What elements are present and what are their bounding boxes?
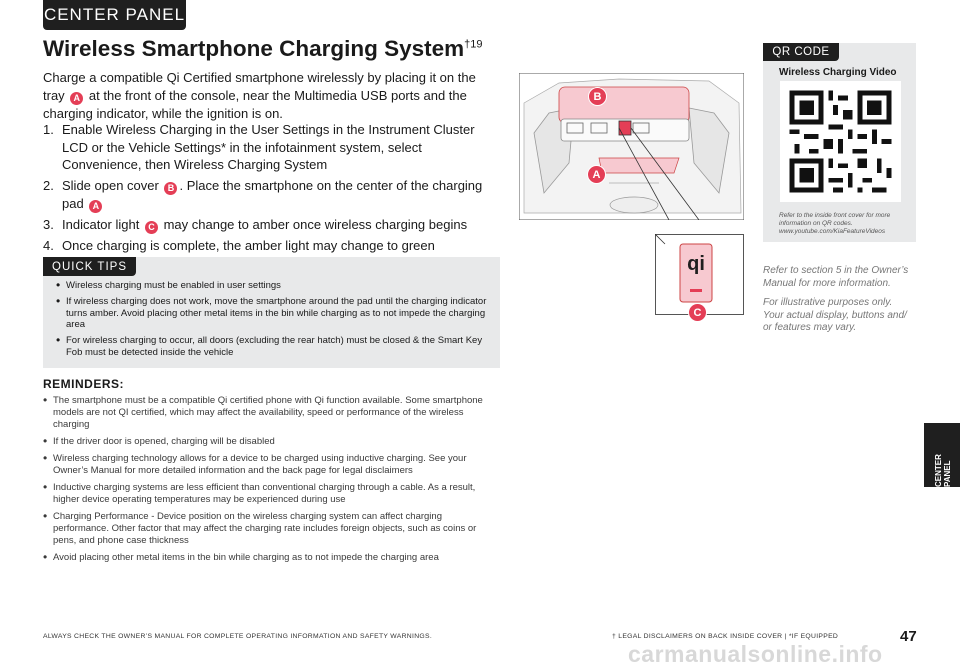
bullet-icon: • [43, 451, 48, 465]
step-number: 4. [43, 238, 54, 254]
reminder-text: If the driver door is opened, charging will be disabled [53, 436, 275, 447]
image-callout-c: C [688, 303, 707, 322]
callout-badge-c: C [145, 221, 158, 234]
side-tab-label: CENTER PANEL [934, 454, 952, 487]
step-text [62, 177, 493, 214]
qr-title: Wireless Charging Video [779, 67, 897, 78]
intro-paragraph [43, 69, 483, 122]
image-callout-a: A [587, 165, 606, 184]
reminder-item [43, 511, 498, 547]
callout-badge-b: B [164, 182, 177, 195]
watermark: carmanualsonline.info [628, 641, 883, 667]
page-title [43, 36, 483, 62]
step-item [43, 237, 493, 255]
svg-text:qi: qi [687, 253, 705, 275]
side-section-tab[interactable] [924, 423, 960, 487]
step-text: Once charging is complete, the amber light may change to green [62, 238, 435, 254]
reminder-text: Avoid placing other metal items in the bin while charging as to not impede the charging area [53, 552, 439, 563]
reminder-item [43, 552, 498, 564]
title-superscript: †19 [464, 38, 483, 51]
bullet-icon: • [43, 550, 48, 564]
step-number: 1. [43, 122, 54, 137]
step-text-part: may change to amber once wireless charging begins [163, 217, 468, 232]
quick-tips-label: QUICK TIPS [43, 257, 136, 276]
step-item [43, 216, 493, 234]
reminders-list [43, 395, 498, 569]
tip-item [56, 293, 493, 331]
image-callout-b: B [588, 87, 607, 106]
footer-disclaimer: † LEGAL DISCLAIMERS ON BACK INSIDE COVER | *IF EQUIPPED [612, 633, 839, 640]
step-item [43, 121, 493, 174]
owners-manual-note: Refer to section 5 in the Owner’s Manual for more information. [763, 265, 909, 289]
step-text: Enable Wireless Charging in the User Settings in the Instrument Cluster LCD or the Vehicle Settings* in the infotainment system, select Convenience, then Wireless Charging System [62, 122, 475, 172]
step-text-part: Slide open cover [62, 177, 159, 193]
reminders-title: REMINDERS: [43, 377, 125, 391]
step-text-part: . Place the smartphone on the center of the charging pad [62, 177, 483, 211]
callout-badge-a: A [89, 200, 102, 213]
section-tab-header: CENTER PANEL [43, 0, 186, 30]
intro-text-2: at the front of the console, near the Multimedia USB ports and the charging indicator, while the ignition is on. [43, 87, 467, 121]
bullet-icon: • [56, 293, 61, 308]
bullet-icon: • [43, 480, 48, 494]
reminder-text: Charging Performance - Device position on the wireless charging system can affect charging performance. Other factor that may affect the charging rate includes foreign objects, such as coins or pens, and phone case thickness [53, 511, 477, 546]
callout-badge-a: A [70, 92, 83, 105]
reminder-item [43, 482, 498, 506]
tip-item [56, 280, 493, 292]
bullet-icon: • [56, 333, 61, 348]
step-text-part: Indicator light [62, 217, 140, 232]
step-text [62, 216, 467, 234]
illustrative-note: For illustrative purposes only. Your actual display, buttons and/ or features may vary. [763, 297, 907, 333]
steps-list [43, 121, 493, 258]
reminder-text: The smartphone must be a compatible Qi certified phone with Qi function available. Some smartphone models are not QI certified, which may affect the availability, speed or performance of the wireless charging [53, 395, 483, 430]
reminder-item [43, 395, 498, 431]
tip-item [56, 335, 493, 359]
step-item [43, 177, 493, 214]
footer-warning: ALWAYS CHECK THE OWNER’S MANUAL FOR COMPLETE OPERATING INFORMATION AND SAFETY WARNINGS. [43, 633, 433, 640]
step-number: 3. [43, 217, 54, 232]
page-number: 47 [900, 628, 917, 645]
tip-text: Wireless charging must be enabled in user settings [66, 280, 281, 291]
qr-note: Refer to the inside front cover for more information on QR codes. www.youtube.com/KiaFeatureVideos [779, 212, 891, 235]
intro-text-1: Charge a compatible Qi Certified smartphone wirelessly by placing it on the tray [43, 70, 476, 103]
tip-text: If wireless charging does not work, move the smartphone around the pad until the charging indicator turns amber. Avoid placing other metal items in the bin while charging as to not impede the charging area [66, 295, 487, 331]
quick-tips-list [56, 280, 493, 363]
title-text: Wireless Smartphone Charging System [43, 36, 465, 61]
reminder-item [43, 453, 498, 477]
reminder-text: Inductive charging systems are less efficient than conventional charging through a cable. As a result, higher device operating temperatures may be experienced during use [53, 482, 476, 505]
bullet-icon: • [43, 393, 48, 407]
qr-code-icon [780, 81, 901, 202]
reminder-item [43, 436, 498, 448]
qr-code-label: QR CODE [763, 43, 839, 61]
reminder-text: Wireless charging technology allows for a device to be charged using inductive charging. See your Owner’s Manual for more detailed information and the back page for legal disclaimers [53, 453, 467, 476]
bullet-icon: • [43, 434, 48, 448]
bullet-icon: • [43, 509, 48, 523]
tip-text: For wireless charging to occur, all doors (excluding the rear hatch) must be closed & the Smart Key Fob must be detected inside the vehicle [66, 335, 483, 358]
step-number: 2. [43, 177, 54, 193]
qr-code-image[interactable] [780, 81, 901, 202]
console-illustration [519, 73, 744, 220]
bullet-icon: • [56, 278, 61, 292]
